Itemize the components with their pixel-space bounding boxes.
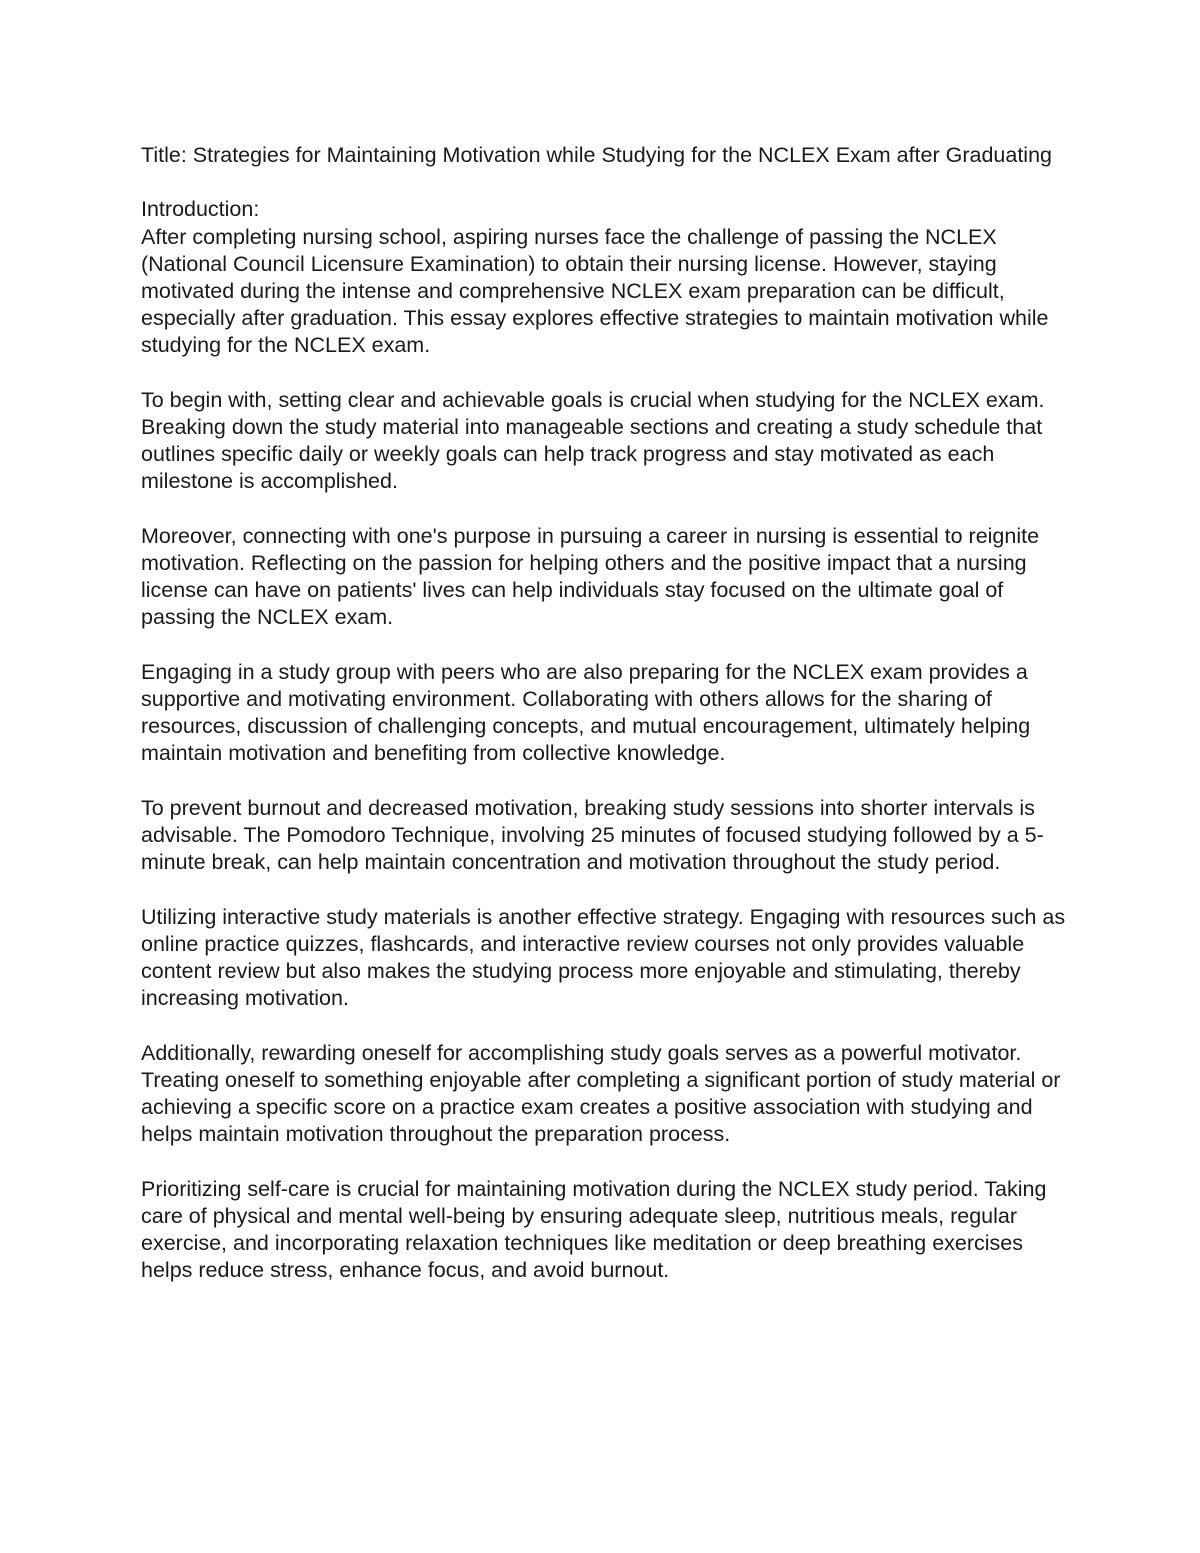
body-paragraph-pomodoro: To prevent burnout and decreased motivation, breaking study sessions into shorter intervals is advisable. The Pomodoro Technique, involving 25 minutes of focused studying followed by a 5-minute break, can help maintain concentration and motivation throughout the study period. [141, 795, 1044, 875]
introduction-section [141, 196, 1071, 359]
introduction-paragraph: After completing nursing school, aspiring nurses face the challenge of passing the NCLEX (National Council Licensure Examination) to obtain their nursing license. However, staying motivated during the intense and comprehensive NCLEX exam preparation can be difficult, especially after graduation. This essay explores effective strategies to maintain motivation while studying for the NCLEX exam. [141, 224, 1049, 358]
body-paragraph-rewards: Additionally, rewarding oneself for accomplishing study goals serves as a powerful motivator. Treating oneself to something enjoyable after completing a significant portion of study material or achieving a specific score on a practice exam creates a positive association with studying and helps maintain motivation throughout the preparation process. [141, 1040, 1061, 1147]
body-paragraph-goals: To begin with, setting clear and achievable goals is crucial when studying for the NCLEX exam. Breaking down the study material into manageable sections and creating a study schedule that outlines specific daily or weekly goals can help track progress and stay motivated as each milestone is accomplished. [141, 387, 1045, 494]
introduction-label: Introduction: [141, 197, 260, 222]
body-paragraph-self-care: Prioritizing self-care is crucial for maintaining motivation during the NCLEX study period. Taking care of physical and mental well-being by ensuring adequate sleep, nutritious meals, regular exercise, and incorporating relaxation techniques like meditation or deep breathing exercises helps reduce stress, enhance focus, and avoid burnout. [141, 1176, 1047, 1283]
body-paragraph-interactive-materials: Utilizing interactive study materials is another effective strategy. Engaging with resources such as online practice quizzes, flashcards, and interactive review courses not only provides valuable content review but also makes the studying process more enjoyable and stimulating, thereby increasing motivation. [141, 904, 1066, 1011]
body-paragraph-purpose: Moreover, connecting with one's purpose in pursuing a career in nursing is essential to reignite motivation. Reflecting on the passion for helping others and the positive impact that a nursing license can have on patients' lives can help individuals stay focused on the ultimate goal of passing the NCLEX exam. [141, 523, 1040, 630]
body-paragraph-study-group: Engaging in a study group with peers who are also preparing for the NCLEX exam provides a supportive and motivating environment. Collaborating with others allows for the sharing of resources, discussion of challenging concepts, and mutual encouragement, ultimately helping maintain motivation and benefiting from collective knowledge. [141, 659, 1031, 766]
document-title: Title: Strategies for Maintaining Motivation while Studying for the NCLEX Exam after Graduating [141, 143, 1052, 167]
document-body [141, 142, 1071, 1312]
